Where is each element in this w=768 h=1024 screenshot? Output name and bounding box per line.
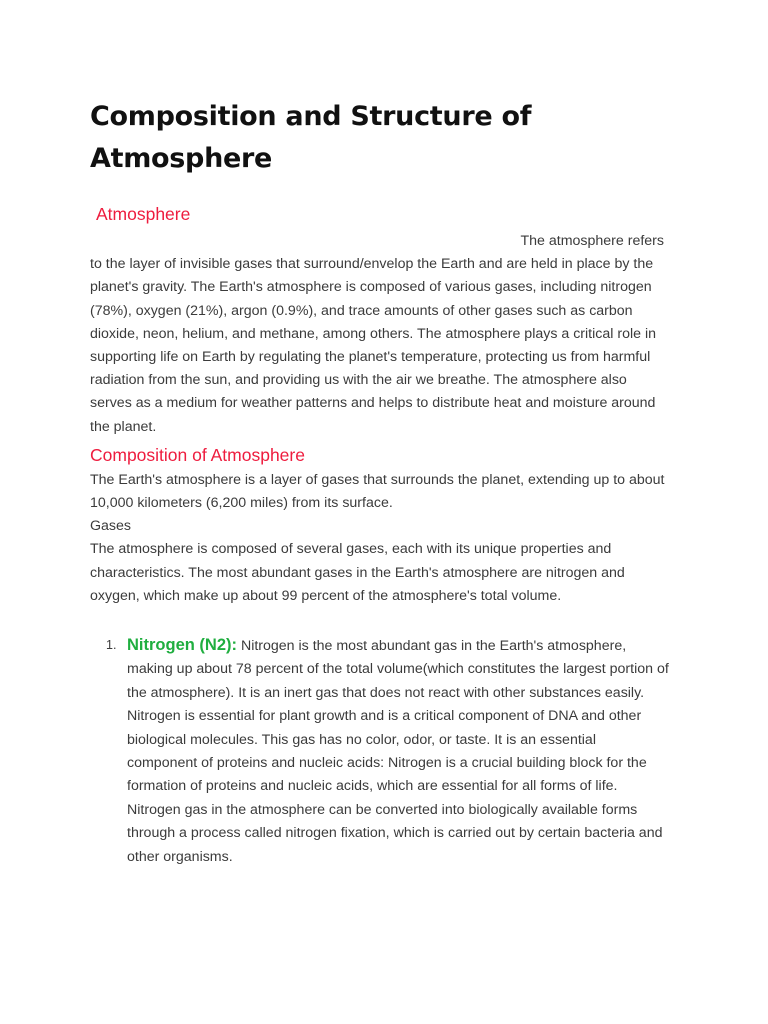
gas-list [90,634,670,869]
gas-description: Nitrogen is the most abundant gas in the Earth's atmosphere, making up about 78 percent of the total volume(which constitutes the largest portion of the atmosphere). It is an inert gas that does not react with other substances easily. Nitrogen is essential for plant growth and is a critical component of DNA and other biological molecules. This gas has no color, odor, or taste. It is an essential component of proteins and nucleic acids: Nitrogen is a crucial building block for the formation of proteins and nucleic acids, which are essential for all forms of life. Nitrogen gas in the atmosphere can be converted into biologically available forms through a process called nitrogen fixation, which is carried out by certain bacteria and other organisms. [127,638,669,865]
composition-paragraph: The Earth's atmosphere is a layer of gases that surrounds the planet, extending up to about 10,000 kilometers (6,200 miles) from its surface. [90,471,665,512]
composition-heading: Composition of Atmosphere [90,444,305,465]
intro-rest: to the layer of invisible gases that surround/envelop the Earth and are held in place by the planet's gravity. The Earth's atmosphere is composed of various gases, including nitrogen (78%), oxygen (21%), argon (0.9%), and trace amounts of other gases such as carbon dioxide, neon, helium, and methane, among others. The atmosphere plays a critical role in supporting life on Earth by regulating the planet's temperature, protecting us from harmful radiation from the sun, and providing us with the air we breathe. The atmosphere also serves as a medium for weather patterns and helps to distribute heat and moisture around the planet. [90,256,656,435]
page-title: Composition and Structure of Atmosphere [90,101,532,174]
atmosphere-heading: Atmosphere [96,204,191,224]
gases-paragraph: The atmosphere is composed of several gases, each with its unique properties and characteristics. The most abundant gases in the Earth's atmosphere are nitrogen and oxygen, which make up about 99 percent of the atmosphere's total volume. [90,541,625,604]
document-page [90,96,670,869]
gases-label: Gases [90,518,132,535]
list-item-number: 1. [106,638,117,653]
intro-first-line: The atmosphere refers [520,233,664,249]
gas-name: Nitrogen (N2): [127,636,237,655]
list-item [90,634,670,869]
intro-paragraph [90,230,670,439]
